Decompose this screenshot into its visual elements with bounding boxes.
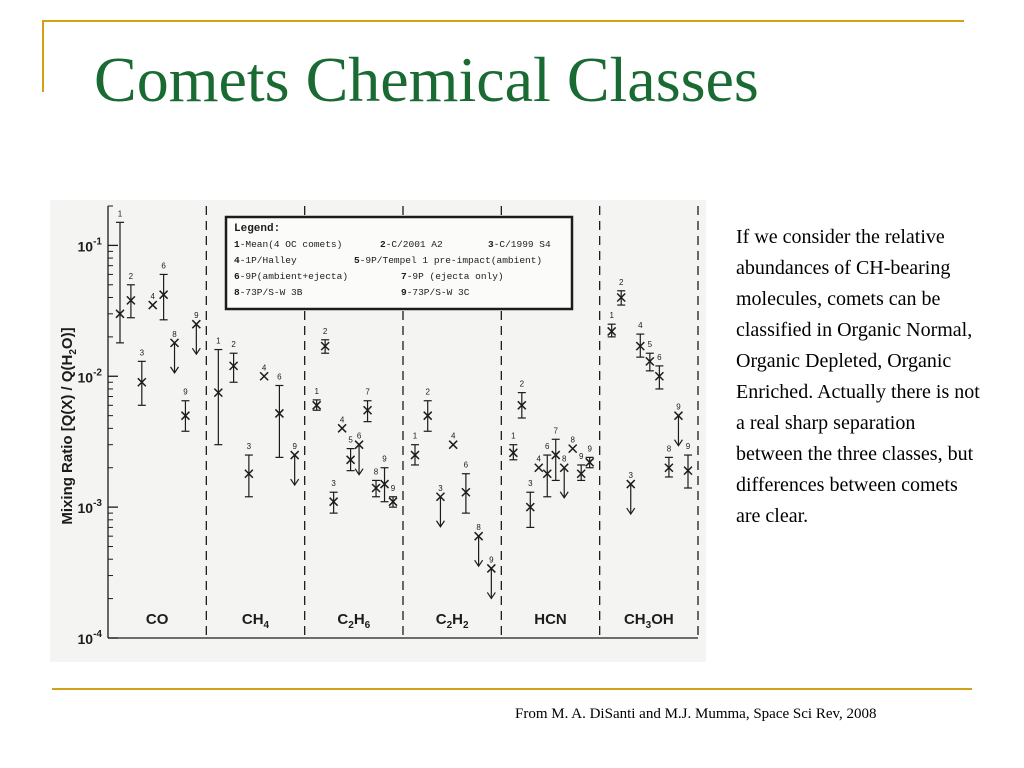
- data-point-comet-2: [424, 388, 432, 432]
- data-point-comet-8: [475, 523, 483, 566]
- comet-number-label: 1: [216, 336, 221, 346]
- legend-entry-9: 9-73P/S-W 3C: [401, 287, 470, 298]
- mixing-ratio-chart: [50, 200, 706, 662]
- comet-number-label: 6: [277, 372, 282, 382]
- data-point-comet-9: [291, 442, 299, 485]
- data-point-comet-3: [627, 471, 635, 514]
- comet-number-label: 4: [339, 415, 345, 425]
- comet-number-label: 9: [382, 454, 387, 464]
- comet-number-label: 6: [463, 460, 469, 470]
- legend-title: Legend:: [234, 223, 281, 235]
- data-point-comet-9: [487, 555, 495, 598]
- data-point-comet-7: [552, 426, 560, 480]
- data-point-comet-6: [160, 261, 168, 319]
- data-point-comet-9: [577, 452, 585, 480]
- comet-number-label: 4: [150, 292, 155, 302]
- x-marker: [449, 441, 457, 449]
- comet-number-label: 5: [647, 340, 653, 350]
- data-point-comet-9: [684, 442, 692, 488]
- data-point-comet-6: [355, 432, 363, 475]
- legend-entry-7: 7-9P (ejecta only): [401, 271, 504, 282]
- comet-number-label: 1: [609, 311, 614, 321]
- comet-number-label: 3: [438, 483, 443, 493]
- data-point-comet-4: [338, 415, 346, 432]
- x-marker: [149, 301, 157, 309]
- slide-title: Comets Chemical Classes: [94, 44, 759, 115]
- x-marker: [569, 445, 577, 453]
- molecule-label-co: CO: [145, 611, 169, 628]
- comet-number-label: 4: [638, 321, 643, 331]
- comet-number-label: 8: [570, 435, 575, 445]
- y-tick-label: $10^{-3}$: [77, 498, 102, 517]
- comet-number-label: 2: [231, 340, 236, 350]
- chart-figure: [50, 200, 706, 662]
- data-point-comet-4: [636, 321, 644, 357]
- legend-entry-1: 1-Mean(4 OC comets): [234, 239, 343, 250]
- data-point-comet-2: [127, 272, 135, 318]
- data-point-comet-9: [192, 311, 200, 354]
- data-point-comet-3: [436, 484, 444, 527]
- data-point-comet-6: [462, 461, 470, 513]
- comet-number-label: 9: [390, 483, 396, 493]
- comet-number-label: 8: [561, 454, 567, 464]
- comet-number-label: 3: [331, 479, 336, 489]
- data-point-comet-3: [245, 442, 253, 497]
- data-point-comet-8: [569, 436, 577, 453]
- data-point-comet-4: [449, 432, 457, 449]
- comet-number-label: 9: [587, 444, 592, 454]
- comet-number-label: 9: [578, 451, 584, 461]
- data-point-comet-3: [526, 479, 534, 527]
- legend-entry-6: 6-9P(ambient+ejecta): [234, 271, 349, 282]
- comet-number-label: 3: [246, 442, 252, 452]
- data-point-comet-1: [608, 311, 616, 337]
- data-point-comet-1: [116, 209, 124, 343]
- legend-entry-3: 3-C/1999 S4: [488, 239, 551, 250]
- comet-number-label: 4: [450, 431, 456, 441]
- data-point-comet-9: [181, 388, 189, 432]
- comet-number-label: 8: [373, 467, 379, 477]
- comet-number-label: 9: [183, 387, 188, 397]
- comet-number-label: 1: [511, 431, 516, 441]
- comet-number-label: 9: [489, 555, 494, 565]
- comet-number-label: 6: [545, 442, 550, 452]
- data-point-comet-7: [364, 388, 372, 422]
- data-point-comet-3: [330, 479, 338, 513]
- data-point-comet-4: [535, 455, 543, 472]
- molecule-label-ch3oh: $CH_3OH$: [623, 611, 674, 631]
- data-point-comet-9: [389, 484, 397, 507]
- legend-entry-8: 8-73P/S-W 3B: [234, 287, 303, 298]
- citation-caption: From M. A. DiSanti and M.J. Mumma, Space Sci Rev, 2008: [515, 706, 877, 722]
- comet-number-label: 2: [322, 326, 328, 336]
- data-point-comet-6: [275, 373, 283, 458]
- comet-number-label: 8: [172, 329, 177, 339]
- comet-number-label: 1: [412, 431, 418, 441]
- legend-entry-2: 2-C/2001 A2: [380, 239, 443, 250]
- comet-number-label: 6: [657, 352, 662, 362]
- comet-number-label: 9: [676, 402, 681, 412]
- data-point-comet-9: [586, 444, 594, 467]
- comet-number-label: 3: [628, 471, 633, 481]
- data-point-comet-1: [509, 432, 517, 460]
- legend-entry-5: 5-9P/Tempel 1 pre-impact(ambient): [354, 255, 543, 266]
- legend-entry-4: 4-1P/Halley: [234, 255, 297, 266]
- data-point-comet-4: [149, 292, 157, 309]
- comet-number-label: 7: [365, 387, 370, 397]
- comet-number-label: 9: [194, 311, 199, 321]
- comet-number-label: 1: [117, 209, 123, 219]
- comet-number-label: 9: [685, 442, 691, 452]
- data-point-comet-8: [171, 330, 179, 373]
- data-point-comet-6: [543, 442, 551, 497]
- x-marker: [338, 424, 346, 432]
- data-point-comet-2: [321, 327, 329, 353]
- bottom-rule: [52, 688, 972, 690]
- molecule-label-c2h6: $C_2H_6$: [337, 611, 371, 631]
- comet-number-label: 3: [528, 479, 533, 489]
- molecule-label-c2h2: $C_2H_2$: [435, 611, 469, 631]
- x-marker: [260, 372, 268, 380]
- data-point-comet-2: [617, 278, 625, 305]
- legend: [226, 217, 572, 309]
- left-accent-rule: [42, 20, 44, 92]
- data-point-comet-5: [646, 340, 654, 371]
- data-point-comet-8: [665, 444, 673, 477]
- slide-body-text: If we consider the relative abundances of CH-bearing molecules, comets can be classified in Organic Normal, Organic Depleted, Organic Enriched. Actually there is not a real sharp separation between the three classes, but differences between comets are clear.: [736, 226, 980, 527]
- data-point-comet-9: [674, 403, 682, 446]
- data-point-comet-5: [347, 436, 355, 471]
- data-point-comet-1: [313, 387, 321, 410]
- molecule-label-hcn: HCN: [534, 611, 567, 628]
- data-point-comet-2: [518, 380, 526, 418]
- comet-number-label: 1: [314, 386, 319, 396]
- data-point-comet-8: [372, 467, 380, 496]
- data-point-comet-4: [260, 363, 268, 380]
- comet-number-label: 2: [618, 277, 624, 287]
- comet-number-label: 8: [476, 523, 481, 533]
- comet-number-label: 9: [292, 442, 297, 452]
- data-point-comet-2: [230, 340, 238, 382]
- comet-number-label: 4: [261, 363, 267, 373]
- comet-number-label: 8: [666, 444, 672, 454]
- comet-number-label: 2: [519, 379, 525, 389]
- comet-number-label: 7: [553, 426, 558, 436]
- comet-number-label: 5: [348, 435, 353, 445]
- comet-number-label: 2: [425, 387, 430, 397]
- y-tick-label: $10^{-1}$: [77, 236, 102, 255]
- molecule-label-ch4: $CH_4$: [241, 611, 270, 631]
- y-tick-label: $10^{-2}$: [77, 367, 102, 386]
- comet-number-label: 2: [128, 271, 134, 281]
- data-point-comet-1: [411, 432, 419, 465]
- data-point-comet-3: [138, 348, 146, 405]
- comet-number-label: 3: [139, 348, 145, 358]
- comet-number-label: 6: [161, 261, 166, 271]
- data-point-comet-9: [381, 455, 389, 502]
- x-marker: [535, 464, 543, 472]
- data-point-comet-8: [560, 455, 568, 498]
- data-point-comet-6: [655, 353, 663, 389]
- comet-number-label: 4: [536, 454, 542, 464]
- y-tick-label: $10^{-4}$: [77, 629, 102, 647]
- data-point-comet-1: [214, 337, 222, 445]
- top-rule: [42, 20, 964, 22]
- comet-number-label: 6: [356, 431, 362, 441]
- y-axis-label: Mixing Ratio $[Q(X) / Q(H_2O)]$: [59, 327, 79, 525]
